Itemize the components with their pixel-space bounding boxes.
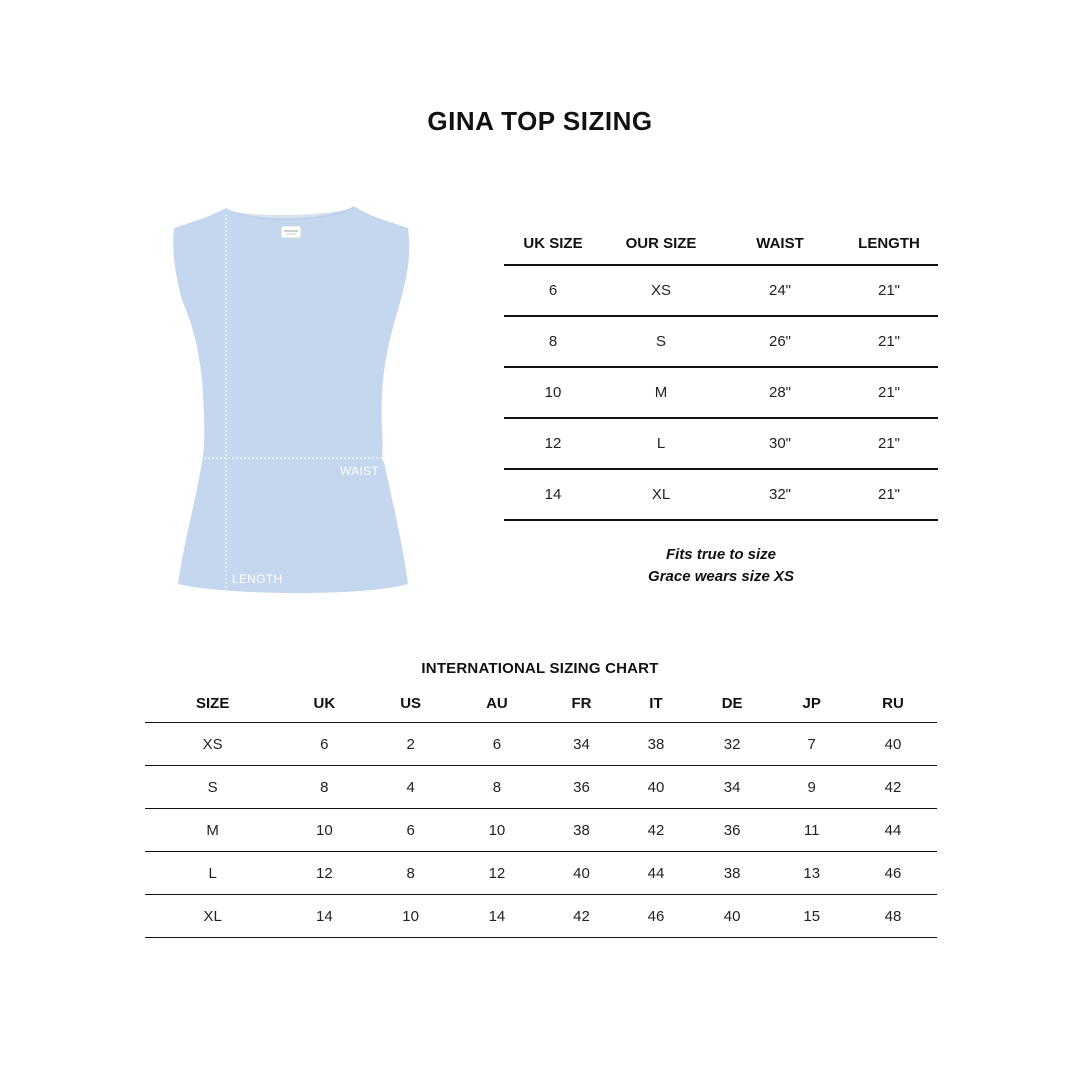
table-cell: S — [602, 316, 720, 367]
table-cell: 10 — [504, 367, 602, 418]
table-cell: 48 — [849, 895, 937, 938]
sleeveless-top-icon — [168, 200, 420, 600]
table-cell: 46 — [622, 895, 690, 938]
table-cell: 10 — [453, 809, 541, 852]
table-cell: 40 — [849, 723, 937, 766]
table-cell: S — [145, 766, 280, 809]
table-cell: 7 — [774, 723, 849, 766]
table-cell: 6 — [453, 723, 541, 766]
table-cell: 14 — [453, 895, 541, 938]
table-cell: 6 — [504, 265, 602, 316]
table-cell: 8 — [280, 766, 368, 809]
table-cell: 21" — [840, 265, 938, 316]
table-cell: 42 — [541, 895, 622, 938]
column-header: RU — [849, 684, 937, 723]
fit-note-line: Grace wears size XS — [648, 568, 794, 585]
column-header: JP — [774, 684, 849, 723]
table-row — [504, 265, 938, 316]
table-cell: 13 — [774, 852, 849, 895]
table-cell: 28" — [720, 367, 840, 418]
table-cell: 32 — [690, 723, 775, 766]
table-cell: 34 — [690, 766, 775, 809]
size-table-header-row — [504, 222, 938, 265]
length-measure-label: LENGTH — [232, 572, 283, 586]
column-header: FR — [541, 684, 622, 723]
table-cell: 14 — [280, 895, 368, 938]
table-cell: 12 — [504, 418, 602, 469]
table-cell: XL — [602, 469, 720, 520]
table-cell: 11 — [774, 809, 849, 852]
table-cell: 42 — [622, 809, 690, 852]
table-cell: XL — [145, 895, 280, 938]
column-header: IT — [622, 684, 690, 723]
table-cell: 46 — [849, 852, 937, 895]
table-cell: 8 — [453, 766, 541, 809]
table-cell: 38 — [622, 723, 690, 766]
table-cell: XS — [602, 265, 720, 316]
table-cell: 10 — [280, 809, 368, 852]
table-cell: 21" — [840, 316, 938, 367]
table-row — [145, 723, 937, 766]
table-cell: 34 — [541, 723, 622, 766]
table-cell: M — [145, 809, 280, 852]
table-row — [504, 367, 938, 418]
table-cell: 21" — [840, 469, 938, 520]
table-cell: 40 — [622, 766, 690, 809]
table-cell: 44 — [849, 809, 937, 852]
table-cell: 9 — [774, 766, 849, 809]
column-header: WAIST — [720, 222, 840, 265]
table-cell: 40 — [541, 852, 622, 895]
table-cell: 8 — [504, 316, 602, 367]
column-header: LENGTH — [840, 222, 938, 265]
table-cell: 36 — [541, 766, 622, 809]
table-cell: XS — [145, 723, 280, 766]
table-cell: 12 — [453, 852, 541, 895]
column-header: OUR SIZE — [602, 222, 720, 265]
table-cell: 24" — [720, 265, 840, 316]
table-cell: 21" — [840, 367, 938, 418]
page-title: GINA TOP SIZING — [427, 106, 653, 136]
table-row — [504, 469, 938, 520]
table-cell: 30" — [720, 418, 840, 469]
international-chart-title: INTERNATIONAL SIZING CHART — [421, 660, 659, 677]
table-cell: 32" — [720, 469, 840, 520]
table-cell: 38 — [690, 852, 775, 895]
table-row — [504, 316, 938, 367]
table-row — [145, 852, 937, 895]
fit-note — [504, 544, 938, 588]
international-sizing-table — [145, 684, 937, 938]
table-cell: 8 — [368, 852, 453, 895]
column-header: US — [368, 684, 453, 723]
table-cell: 6 — [280, 723, 368, 766]
table-cell: L — [145, 852, 280, 895]
table-row — [145, 895, 937, 938]
table-cell: 15 — [774, 895, 849, 938]
waist-measure-label: WAIST — [340, 464, 380, 478]
table-cell: 42 — [849, 766, 937, 809]
table-cell: 6 — [368, 809, 453, 852]
fit-note-line: Fits true to size — [665, 546, 777, 563]
column-header: UK — [280, 684, 368, 723]
size-table — [504, 222, 938, 521]
column-header: AU — [453, 684, 541, 723]
table-cell: 44 — [622, 852, 690, 895]
intl-header-row — [145, 684, 937, 723]
column-header: DE — [690, 684, 775, 723]
table-row — [145, 809, 937, 852]
table-cell: 10 — [368, 895, 453, 938]
table-cell: 38 — [541, 809, 622, 852]
table-cell: 36 — [690, 809, 775, 852]
column-header: SIZE — [145, 684, 280, 723]
column-header: UK SIZE — [504, 222, 602, 265]
table-cell: 14 — [504, 469, 602, 520]
table-row — [504, 418, 938, 469]
table-cell: 2 — [368, 723, 453, 766]
table-cell: 21" — [840, 418, 938, 469]
table-cell: 12 — [280, 852, 368, 895]
table-cell: L — [602, 418, 720, 469]
table-row — [145, 766, 937, 809]
table-cell: 26" — [720, 316, 840, 367]
table-cell: 4 — [368, 766, 453, 809]
table-cell: M — [602, 367, 720, 418]
table-cell: 40 — [690, 895, 775, 938]
